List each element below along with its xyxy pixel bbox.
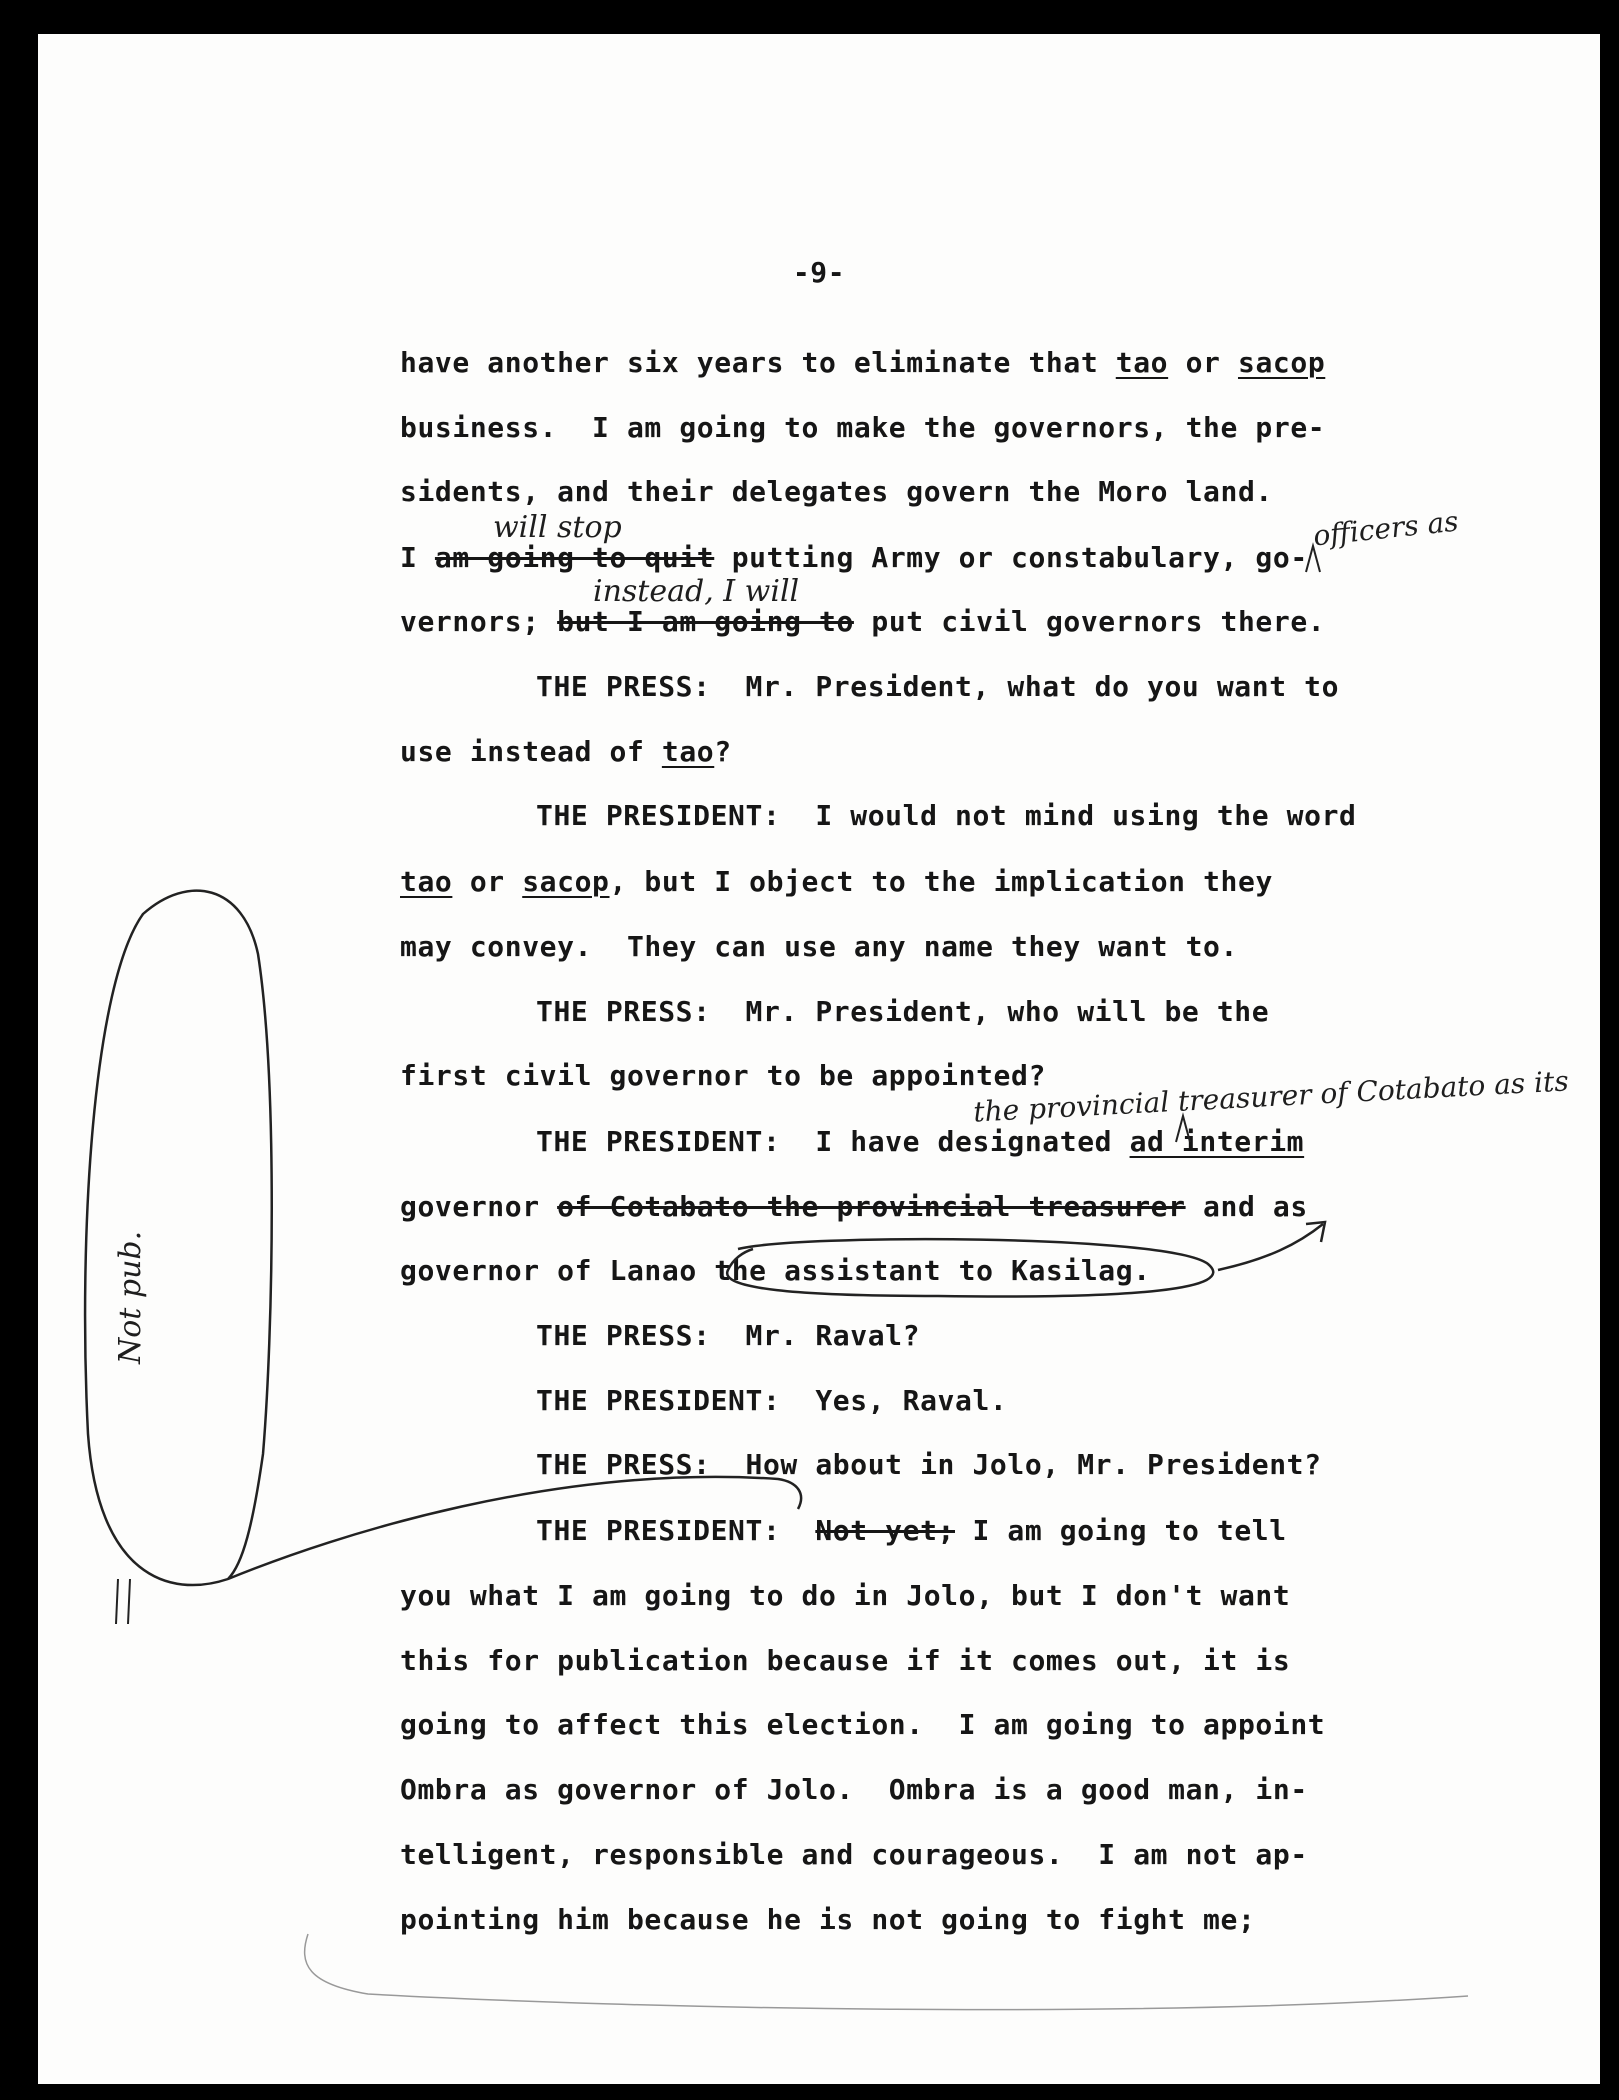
text-line: pointing him because he is not going to fight me;	[400, 1903, 1256, 1936]
underlined-word: sacop	[522, 865, 610, 898]
text-line	[400, 541, 1308, 575]
text-line: you what I am going to do in Jolo, but I don't want	[400, 1579, 1291, 1612]
text-run: governor of Lanao	[400, 1254, 715, 1287]
underlined-word: ad interim	[1129, 1125, 1305, 1158]
text-line	[400, 346, 1325, 380]
text-line	[400, 605, 1325, 639]
circled-text: the assistant to Kasilag.	[714, 1254, 1151, 1287]
text-line: this for publication because if it comes out, it is	[400, 1644, 1291, 1677]
text-line: business. I am going to make the governors, the pre-	[400, 411, 1326, 444]
text-run: , but I object to the implication they	[609, 865, 1273, 898]
text-run: use instead of	[400, 735, 662, 768]
text-run: have another six years to eliminate that	[400, 346, 1116, 379]
text-line	[400, 1190, 1308, 1224]
text-line	[536, 670, 1339, 704]
speaker-label: THE PRESIDENT:	[536, 1384, 781, 1417]
text-line: first civil governor to be appointed?	[400, 1059, 1046, 1092]
speaker-label: THE PRESS:	[536, 670, 711, 703]
document-page	[38, 34, 1600, 2084]
speaker-label: THE PRESS:	[536, 1448, 711, 1481]
text-line	[536, 995, 1269, 1029]
text-run: How about in Jolo, Mr. President?	[745, 1448, 1322, 1481]
text-run: putting Army or constabulary, go-	[714, 541, 1308, 574]
struck-text: Not yet;	[815, 1514, 955, 1547]
struck-text: but I am going to	[557, 605, 854, 638]
text-line	[400, 1254, 1151, 1288]
handwritten-margin-note: Not pub.	[113, 1230, 148, 1364]
text-run: I have designated	[815, 1125, 1130, 1158]
speaker-label: THE PRESIDENT:	[536, 1125, 781, 1158]
text-line	[536, 1125, 1304, 1159]
text-run: governor	[400, 1190, 558, 1223]
speaker-label: THE PRESIDENT:	[536, 1514, 781, 1547]
text-line	[536, 1319, 920, 1353]
text-run: I am going to tell	[955, 1514, 1287, 1547]
text-run: Yes, Raval.	[815, 1384, 1008, 1417]
handwritten-insertion: officers as	[1311, 504, 1460, 553]
text-line	[400, 865, 1273, 899]
text-line	[536, 1384, 1007, 1418]
pen-arrow	[1218, 1224, 1323, 1270]
text-run: ?	[714, 735, 732, 768]
underlined-word: tao	[661, 735, 715, 768]
text-line: telligent, responsible and courageous. I am not ap-	[400, 1838, 1308, 1871]
underlined-word: tao	[1115, 346, 1169, 379]
struck-text: of Cotabato the provincial treasurer	[557, 1190, 1186, 1223]
text-line	[400, 735, 732, 769]
pen-stroke	[305, 1934, 1468, 2010]
text-line	[536, 1514, 1287, 1548]
text-line: may convey. They can use any name they want to.	[400, 930, 1238, 963]
text-run: Mr. President, what do you want to	[745, 670, 1340, 703]
struck-text: am going to quit	[434, 541, 715, 574]
margin-tick	[116, 1579, 130, 1624]
text-line: sidents, and their delegates govern the Moro land.	[400, 475, 1273, 508]
text-run: put civil governors there.	[853, 605, 1326, 638]
text-line: Ombra as governor of Jolo. Ombra is a good man, in-	[400, 1773, 1308, 1806]
page-number: -9-	[792, 256, 846, 289]
text-run: vernors;	[400, 605, 558, 638]
text-run: or	[1168, 346, 1238, 379]
handwritten-insertion: the provincial treasurer of Cotabato as its	[972, 1064, 1570, 1129]
speaker-label: THE PRESIDENT:	[536, 799, 781, 832]
text-run: I would not mind using the word	[815, 799, 1357, 832]
handwritten-insertion: instead, I will	[593, 574, 800, 609]
text-line	[536, 799, 1357, 833]
handwritten-insertion: will stop	[493, 510, 622, 545]
text-run: Mr. President, who will be the	[745, 995, 1270, 1028]
text-run: and as	[1185, 1190, 1308, 1223]
speaker-label: THE PRESS:	[536, 1319, 711, 1352]
text-run: or	[452, 865, 523, 898]
text-line: going to affect this election. I am going to appoint	[400, 1708, 1326, 1741]
text-run: I	[400, 541, 435, 574]
underlined-word: tao	[400, 865, 453, 898]
pen-arrow-head	[1306, 1222, 1325, 1242]
text-line	[536, 1448, 1322, 1482]
underlined-word: sacop	[1237, 346, 1326, 379]
text-run: Mr. Raval?	[745, 1319, 921, 1352]
speaker-label: THE PRESS:	[536, 995, 711, 1028]
